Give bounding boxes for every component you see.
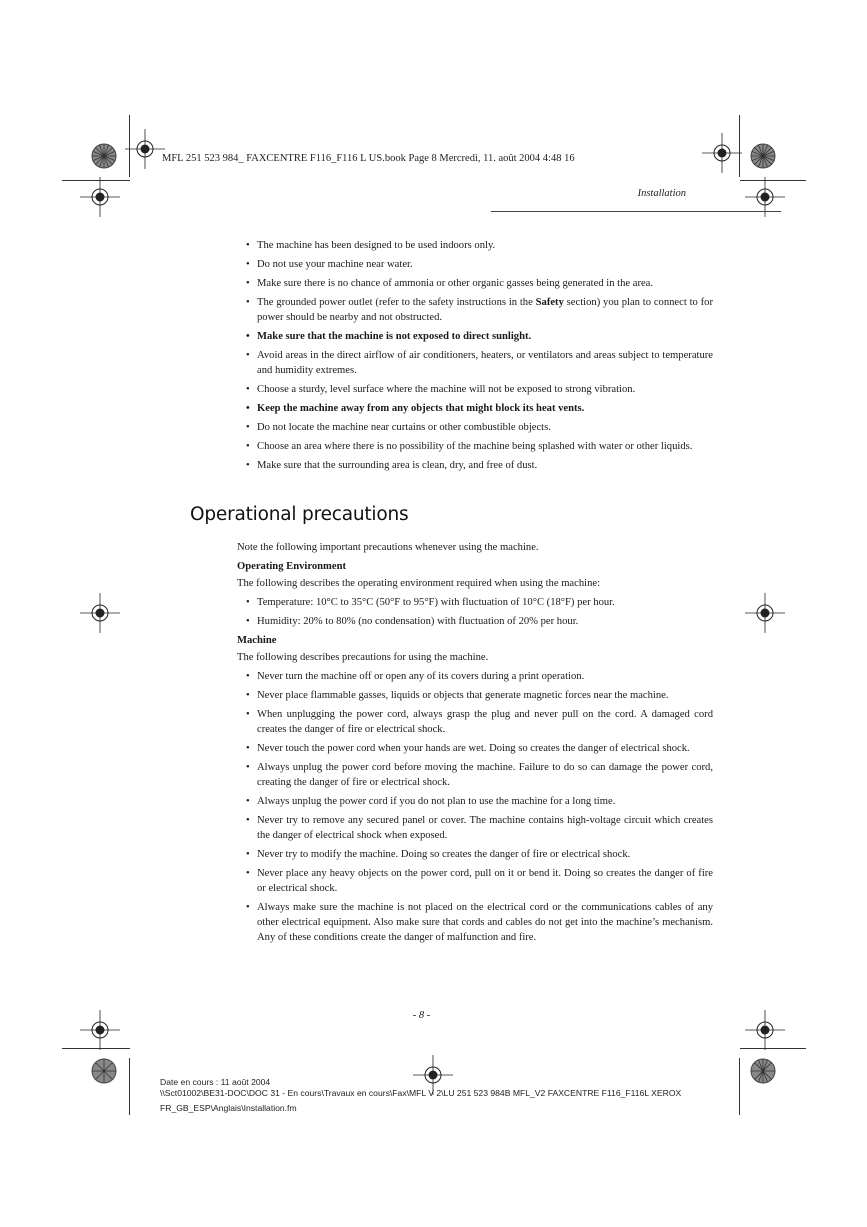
machine-precautions-list (237, 669, 713, 945)
list-item: • Always unplug the power cord before moving the machine. Failure to do so can damage the power cord, creating the danger of fire or electrical shock. (237, 760, 713, 790)
section-title: Operational precautions (190, 504, 409, 525)
registration-wheel-icon (91, 143, 117, 169)
header-rule (491, 211, 781, 212)
list-item: • Never touch the power cord when your hands are wet. Doing so creates the danger of electrical shock. (237, 741, 713, 756)
footer-file-path: \\Sct01002\BE31-DOC\DOC 31 - En cours\Travaux en cours\Fax\MFL V 2\LU 251 523 984B MFL_V2 FAXCENTRE F116_F116L XEROX (160, 1088, 682, 1098)
list-item: • Choose a sturdy, level surface where the machine will not be exposed to strong vibration. (237, 382, 713, 397)
registration-wheel-icon (750, 143, 776, 169)
machine-intro: The following describes precautions for using the machine. (237, 652, 489, 663)
bullet-list (237, 238, 713, 473)
safety-section-ref: Safety (535, 297, 564, 308)
list-item: • Do not locate the machine near curtains or other combustible objects. (237, 420, 713, 435)
list-item: • Humidity: 20% to 80% (no condensation) with fluctuation of 20% per hour. (237, 614, 713, 629)
page-number: - 8 - (412, 1010, 431, 1021)
list-item: • Never place flammable gasses, liquids or objects that generate magnetic forces near the machine. (237, 688, 713, 703)
list-item: • Never try to remove any secured panel or cover. The machine contains high-voltage circuit which creates the danger of electrical shock when exposed. (237, 813, 713, 843)
installation-guidelines (237, 238, 713, 477)
crosshair-target-icon (745, 593, 785, 633)
list-item: • The machine has been designed to be used indoors only. (237, 238, 713, 253)
list-item: • Choose an area where there is no possibility of the machine being splashed with water or other liquids. (237, 439, 713, 454)
crosshair-target-icon (125, 129, 165, 169)
list-item: • Make sure that the machine is not exposed to direct sunlight. (237, 329, 713, 344)
list-item: • Always make sure the machine is not placed on the electrical cord or the communications cables of any other electrical equipment. Also make sure that cords and cables do not get into the machine’s mechanism. Any of these conditions create the danger of malfunction and fire. (237, 900, 713, 945)
machine-heading: Machine (237, 635, 277, 646)
running-header-title: Installation (637, 188, 686, 199)
list-item-text: The grounded power outlet (refer to the safety instructions in the (257, 297, 536, 308)
list-item-text: section) you plan to connect to for power should be nearby and not obstructed. (257, 297, 713, 323)
list-item: • Never try to modify the machine. Doing so creates the danger of fire or electrical shock. (237, 847, 713, 862)
footer-file-path-continued: FR_GB_ESP\Anglais\Installation.fm (160, 1103, 297, 1113)
crop-mark (129, 1058, 130, 1115)
registration-wheel-icon (91, 1058, 117, 1084)
operating-environment-intro: The following describes the operating environment required when using the machine: (237, 578, 601, 589)
environment-list (237, 595, 713, 629)
list-item: • Avoid areas in the direct airflow of air conditioners, heaters, or ventilators and areas subject to temperature and humidity extremes. (237, 348, 713, 378)
operational-precautions-body (237, 540, 713, 949)
operating-environment-heading: Operating Environment (237, 561, 346, 572)
list-item: • Always unplug the power cord if you do not plan to use the machine for a long time. (237, 794, 713, 809)
list-item: • Never turn the machine off or open any of its covers during a print operation. (237, 669, 713, 684)
crosshair-target-icon (80, 177, 120, 217)
list-item: • When unplugging the power cord, always grasp the plug and never pull on the cord. A damaged cord creates the danger of fire or electrical shock. (237, 707, 713, 737)
registration-wheel-icon (750, 1058, 776, 1084)
list-item: • Do not use your machine near water. (237, 257, 713, 272)
list-item: • Keep the machine away from any objects that might block its heat vents. (237, 401, 713, 416)
list-item: • Make sure that the surrounding area is clean, dry, and free of dust. (237, 458, 713, 473)
book-slug-line: MFL 251 523 984_ FAXCENTRE F116_F116 L US.book Page 8 Mercredi, 11. août 2004 4:48 16 (162, 153, 575, 164)
list-item: • Never place any heavy objects on the power cord, pull on it or bend it. Doing so creates the danger of fire or electrical shock. (237, 866, 713, 896)
crop-mark (739, 1058, 740, 1115)
list-item: • Make sure there is no chance of ammonia or other organic gasses being generated in the area. (237, 276, 713, 291)
list-item (237, 295, 713, 325)
list-item: • Temperature: 10°C to 35°C (50°F to 95°F) with fluctuation of 10°C (18°F) per hour. (237, 595, 713, 610)
footer-date: Date en cours : 11 août 2004 (160, 1077, 271, 1087)
crosshair-target-icon (702, 133, 742, 173)
crosshair-target-icon (80, 593, 120, 633)
section-intro: Note the following important precautions whenever using the machine. (237, 542, 539, 553)
